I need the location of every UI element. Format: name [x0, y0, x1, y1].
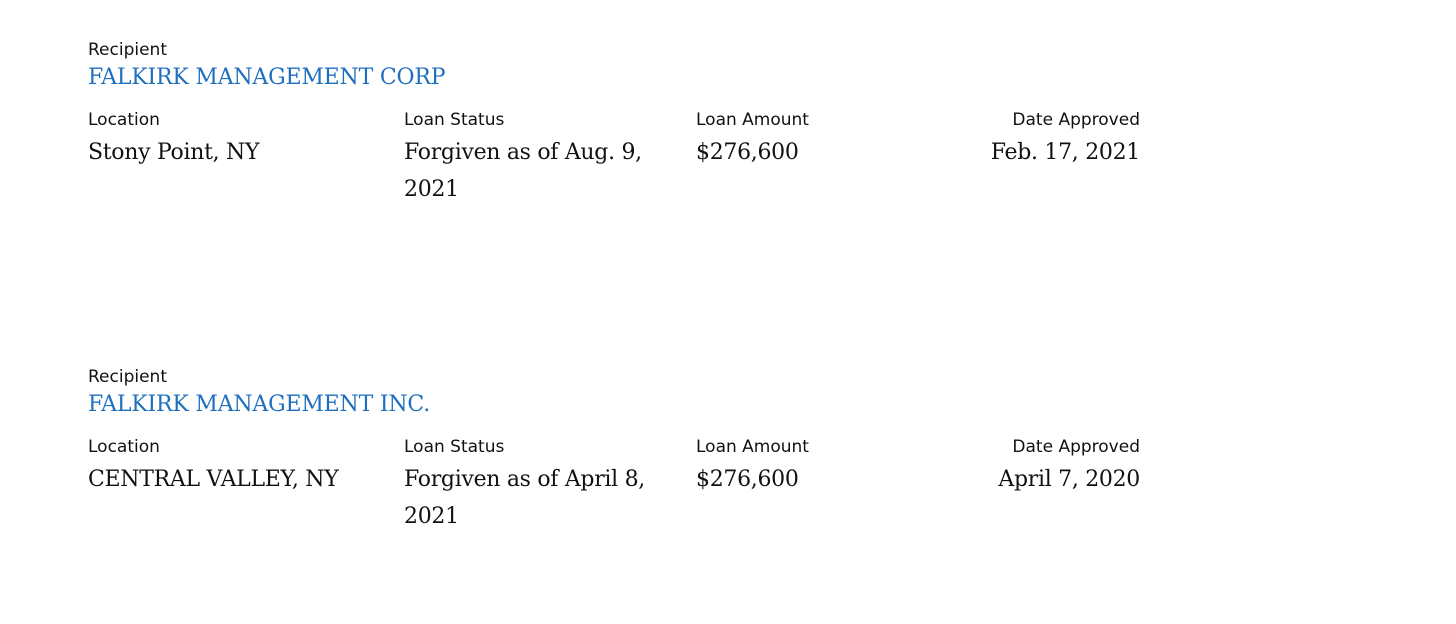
date-approved-column [900, 435, 1140, 498]
loan-status-value: Forgiven as of April 8, 2021 [404, 467, 645, 529]
date-approved-column [900, 108, 1140, 171]
loan-amount-label: Loan Amount [696, 437, 809, 457]
loan-record [88, 365, 1140, 545]
loan-amount-label: Loan Amount [696, 110, 809, 130]
loan-amount-value: $276,600 [696, 140, 799, 165]
loan-record [88, 38, 1140, 218]
loan-amount-value: $276,600 [696, 467, 799, 492]
loan-status-value: Forgiven as of Aug. 9, 2021 [404, 140, 642, 202]
loan-details [88, 435, 1140, 545]
loan-status-column [404, 108, 674, 208]
location-label: Location [88, 437, 160, 457]
location-column [88, 108, 388, 171]
recipient-name-link[interactable]: FALKIRK MANAGEMENT INC. [88, 392, 431, 417]
date-approved-label: Date Approved [1012, 437, 1140, 457]
loan-status-label: Loan Status [404, 110, 505, 130]
recipient-label: Recipient [88, 40, 167, 60]
location-label: Location [88, 110, 160, 130]
location-value: Stony Point, NY [88, 140, 260, 165]
location-value: CENTRAL VALLEY, NY [88, 467, 339, 492]
recipient-name-link[interactable]: FALKIRK MANAGEMENT CORP [88, 65, 446, 90]
recipient-label: Recipient [88, 367, 167, 387]
date-approved-label: Date Approved [1012, 110, 1140, 130]
loan-status-column [404, 435, 674, 535]
location-column [88, 435, 388, 498]
date-approved-value: April 7, 2020 [998, 467, 1140, 492]
loan-details [88, 108, 1140, 218]
loan-status-label: Loan Status [404, 437, 505, 457]
date-approved-value: Feb. 17, 2021 [990, 140, 1140, 165]
